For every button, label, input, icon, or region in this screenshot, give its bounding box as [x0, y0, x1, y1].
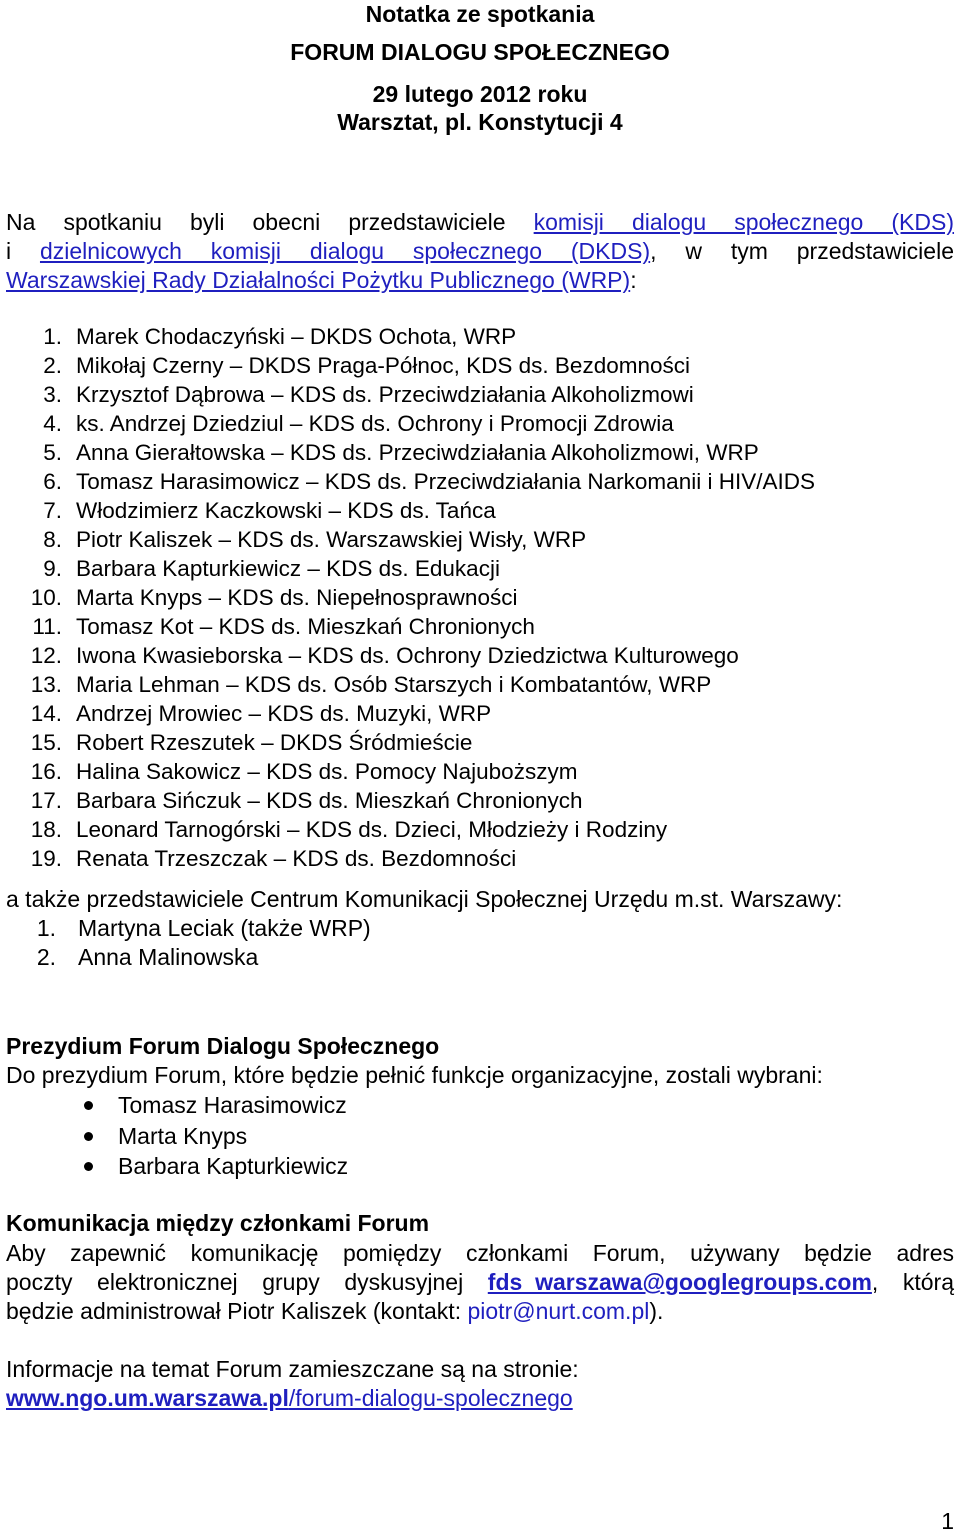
meeting-location: Warsztat, pl. Konstytucji 4: [337, 109, 623, 135]
list-item-number: 19.: [30, 846, 62, 871]
intro-paragraph: [6, 208, 954, 295]
list-item: [6, 467, 815, 496]
communication-heading: Komunikacja między członkami Forum: [6, 1210, 430, 1236]
list-item: [6, 583, 815, 612]
list-item-number: 2.: [43, 353, 62, 378]
list-item: [6, 554, 815, 583]
list-item-text: Andrzej Mrowiec – KDS ds. Muzyki, WRP: [76, 701, 492, 726]
forum-website-path: /forum-dialogu-spolecznego: [288, 1385, 573, 1411]
dkds-link[interactable]: dzielnicowych komisji dialogu społecznego (DKDS): [39, 238, 651, 264]
list-item-text: Krzysztof Dąbrowa – KDS ds. Przeciwdziałania Alkoholizmowi: [76, 382, 694, 407]
list-item-text: Tomasz Kot – KDS ds. Mieszkań Chronionych: [76, 614, 535, 639]
list-item: [6, 496, 815, 525]
list-item-number: 3.: [43, 382, 62, 407]
list-item: [6, 757, 815, 786]
list-item-number: 6.: [43, 469, 62, 494]
list-item-text: Mikołaj Czerny – DKDS Praga-Północ, KDS ds. Bezdomności: [76, 353, 690, 378]
list-item: [6, 438, 815, 467]
list-item: [6, 351, 815, 380]
intro-text: , w tym przedstawiciele: [650, 238, 954, 264]
forum-website-domain: www.ngo.um.warszawa.pl: [6, 1385, 289, 1411]
list-item-text: Halina Sakowicz – KDS ds. Pomocy Najuboższym: [76, 759, 578, 784]
list-item-text: Iwona Kwasieborska – KDS ds. Ochrony Dziedzictwa Kulturowego: [76, 643, 739, 668]
intro-text: Na spotkaniu byli obecni przedstawiciele: [6, 209, 534, 235]
forum-website-link[interactable]: [6, 1385, 573, 1411]
city-reps-list: [6, 914, 371, 972]
list-item-text: Marta Knyps – KDS ds. Niepełnosprawności: [76, 585, 518, 610]
list-item-text: Piotr Kaliszek – KDS ds. Warszawskiej Wisły, WRP: [76, 527, 587, 552]
list-item-text: Tomasz Harasimowicz – KDS ds. Przeciwdziałania Narkomanii i HIV/AIDS: [76, 469, 815, 494]
presidium-members-list: [6, 1090, 348, 1182]
list-item-number: 14.: [30, 701, 62, 726]
list-item-text: Martyna Leciak (także WRP): [78, 915, 371, 941]
list-item-number: 5.: [43, 440, 62, 465]
list-item: [6, 409, 815, 438]
list-item-text: Anna Gierałtowska – KDS ds. Przeciwdziałania Alkoholizmowi, WRP: [76, 440, 759, 465]
presidium-member-name: Barbara Kapturkiewicz: [118, 1153, 349, 1179]
bullet-icon: [84, 1162, 93, 1171]
list-item-number: 1.: [36, 915, 56, 941]
list-item: [6, 943, 371, 972]
intro-text: :: [630, 267, 637, 293]
list-item-number: 16.: [30, 759, 62, 784]
communication-line: , którą: [871, 1269, 954, 1295]
forum-name: FORUM DIALOGU SPOŁECZNEGO: [290, 39, 670, 65]
list-item-text: Włodzimierz Kaczkowski – KDS ds. Tańca: [76, 498, 496, 523]
info-paragraph: [6, 1355, 954, 1413]
bullet-icon: [84, 1132, 93, 1141]
presidium-member-name: Tomasz Harasimowicz: [118, 1092, 347, 1118]
presidium-member: [6, 1090, 348, 1121]
list-item: [6, 670, 815, 699]
communication-line: będzie administrował Piotr Kaliszek (kontakt:: [6, 1298, 468, 1324]
list-item-text: Maria Lehman – KDS ds. Osób Starszych i Kombatantów, WRP: [76, 672, 712, 697]
list-item-text: Leonard Tarnogórski – KDS ds. Dzieci, Młodzieży i Rodziny: [76, 817, 668, 842]
group-email-link[interactable]: fds_warszawa@googlegroups.com: [487, 1269, 872, 1295]
kds-link[interactable]: komisji dialogu społecznego (KDS): [533, 209, 955, 235]
presidium-heading: Prezydium Forum Dialogu Społecznego: [6, 1033, 440, 1059]
wrp-link[interactable]: Warszawskiej Rady Działalności Pożytku Publicznego (WRP): [6, 267, 631, 293]
list-item-number: 7.: [43, 498, 62, 523]
city-reps-intro: a także przedstawiciele Centrum Komunikacji Społecznej Urzędu m.st. Warszawy:: [6, 886, 843, 912]
communication-line: Aby zapewnić komunikację pomiędzy członkami Forum, używany będzie adres: [6, 1240, 954, 1266]
list-item: [6, 844, 815, 873]
presidium-member-name: Marta Knyps: [118, 1122, 248, 1149]
list-item-text: Marek Chodaczyński – DKDS Ochota, WRP: [76, 324, 517, 349]
list-item-text: Barbara Kapturkiewicz – KDS ds. Edukacji: [76, 556, 500, 581]
list-item: [6, 728, 815, 757]
presidium-text: [6, 1061, 954, 1090]
presidium-text-line: Do prezydium Forum, które będzie pełnić funkcje organizacyjne, zostali wybrani:: [6, 1062, 823, 1088]
bullet-icon: [84, 1101, 93, 1110]
page-number: 1: [941, 1508, 954, 1534]
list-item: [6, 322, 815, 351]
list-item: [6, 914, 371, 943]
list-item: [6, 612, 815, 641]
list-item-number: 10.: [30, 585, 62, 610]
meeting-date: 29 lutego 2012 roku: [372, 81, 588, 107]
list-item-text: Anna Malinowska: [78, 944, 259, 970]
list-item: [6, 641, 815, 670]
communication-line: poczty elektronicznej grupy dyskusyjnej: [6, 1269, 488, 1295]
list-item-text: Renata Trzeszczak – KDS ds. Bezdomności: [76, 846, 517, 871]
list-item-number: 15.: [30, 730, 62, 755]
list-item-number: 1.: [43, 324, 62, 349]
contact-email[interactable]: piotr@nurt.com.pl: [467, 1298, 650, 1324]
list-item-text: ks. Andrzej Dziedziul – KDS ds. Ochrony i Promocji Zdrowia: [76, 411, 674, 436]
list-item: [6, 525, 815, 554]
presidium-member: [6, 1151, 348, 1182]
list-item-number: 9.: [43, 556, 62, 581]
info-text: Informacje na temat Forum zamieszczane są na stronie:: [6, 1356, 579, 1382]
list-item-text: Barbara Sińczuk – KDS ds. Mieszkań Chronionych: [76, 788, 583, 813]
list-item-number: 4.: [43, 411, 62, 436]
list-item-number: 17.: [30, 788, 62, 813]
list-item-number: 13.: [30, 672, 62, 697]
list-item-number: 12.: [30, 643, 62, 668]
list-item-number: 11.: [32, 614, 62, 639]
list-item: [6, 380, 815, 409]
communication-paragraph: [6, 1239, 954, 1326]
list-item-number: 8.: [43, 527, 62, 552]
intro-text: i: [6, 238, 40, 264]
list-item-number: 18.: [30, 817, 62, 842]
list-item: [6, 699, 815, 728]
members-list: [6, 322, 815, 873]
list-item-number: 2.: [36, 944, 56, 970]
list-item: [6, 815, 815, 844]
list-item: [6, 786, 815, 815]
communication-line: ).: [649, 1298, 664, 1324]
presidium-member: [6, 1121, 348, 1152]
list-item-text: Robert Rzeszutek – DKDS Śródmieście: [76, 730, 473, 755]
document-title: Notatka ze spotkania: [365, 1, 595, 27]
